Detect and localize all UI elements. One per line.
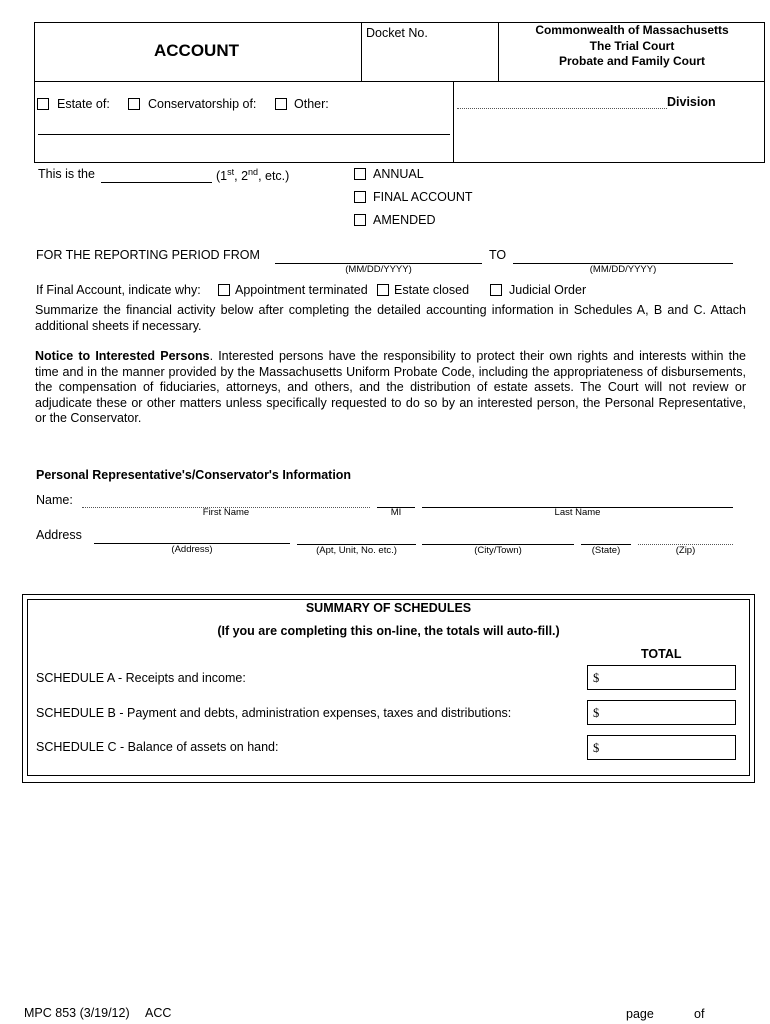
- summary-line-2: additional sheets if necessary.: [35, 318, 202, 333]
- schedule-c-total-field[interactable]: [587, 735, 736, 760]
- division-name-field[interactable]: [457, 108, 667, 109]
- court-name: [499, 23, 765, 70]
- notice-line-2: time and in the manner provided by the Massachusetts Uniform Probate Code, including the appropriateness of disbursements,: [35, 364, 746, 379]
- period-to-label: TO: [489, 248, 507, 262]
- ordinal-hint: [216, 167, 289, 183]
- amended-label: AMENDED: [373, 213, 436, 227]
- division-label: Division: [667, 95, 716, 109]
- court-line-2: The Trial Court: [589, 38, 675, 53]
- form-code: ACC: [145, 1006, 172, 1020]
- estate-label: Estate of:: [57, 97, 110, 111]
- final-reason-label: If Final Account, indicate why:: [36, 283, 201, 297]
- of-label: of: [694, 1007, 705, 1021]
- annual-label: ANNUAL: [373, 167, 424, 181]
- zip-hint: (Zip): [675, 545, 696, 556]
- schedule-b-label: SCHEDULE B - Payment and debts, administration expenses, taxes and distributions:: [36, 706, 512, 720]
- ordinal-hint-mid: , 2: [234, 169, 249, 184]
- case-name-field[interactable]: [38, 134, 450, 135]
- address-hint: (Address): [171, 544, 213, 555]
- docket-label: Docket No.: [366, 26, 428, 40]
- summary-instructions: [35, 303, 746, 334]
- address-label: Address: [36, 528, 82, 542]
- docket-left-divider: [361, 22, 362, 81]
- city-hint: (City/Town): [474, 545, 522, 556]
- docket-number-field[interactable]: [366, 44, 494, 76]
- estate-checkbox[interactable]: [37, 98, 49, 110]
- schedule-b-total-field[interactable]: [587, 700, 736, 725]
- notice-line-1-rest: . Interested persons have the responsibility to protect their own rights and interests within the: [209, 349, 746, 363]
- appointment-terminated-label: Appointment terminated: [235, 283, 368, 297]
- schedule-c-label: SCHEDULE C - Balance of assets on hand:: [36, 740, 279, 754]
- annual-checkbox[interactable]: [354, 168, 366, 180]
- this-is-the-label: This is the: [38, 167, 95, 181]
- other-checkbox[interactable]: [275, 98, 287, 110]
- appointment-terminated-checkbox[interactable]: [218, 284, 230, 296]
- total-header: TOTAL: [641, 647, 682, 661]
- page-label: page: [626, 1007, 654, 1021]
- ordinal-hint-post: , etc.): [258, 169, 290, 184]
- schedule-a-currency: $: [593, 671, 600, 685]
- schedule-a-total-field[interactable]: [587, 665, 736, 690]
- schedule-c-currency: $: [593, 741, 600, 755]
- other-label: Other:: [294, 97, 329, 111]
- rep-info-title: Personal Representative's/Conservator's Information: [36, 468, 352, 482]
- notice-title: Notice to Interested Persons: [35, 349, 210, 363]
- ordinal-hint-pre: (1: [216, 169, 228, 184]
- state-hint: (State): [591, 545, 621, 556]
- header-divider: [34, 81, 765, 82]
- account-ordinal-field[interactable]: [101, 182, 212, 183]
- summary-subtitle: (If you are completing this on-line, the totals will auto-fill.): [217, 624, 560, 638]
- notice-line-4: adjudicate these or other matters unless specifically requested to do so by an interested person, the Personal Representative,: [35, 395, 746, 410]
- name-label: Name:: [36, 493, 73, 507]
- estate-closed-label: Estate closed: [394, 283, 470, 297]
- conservatorship-label: Conservatorship of:: [148, 97, 257, 111]
- estate-closed-checkbox[interactable]: [377, 284, 389, 296]
- period-from-hint: (MM/DD/YYYY): [345, 264, 412, 275]
- schedule-b-currency: $: [593, 706, 600, 720]
- middle-initial-hint: MI: [390, 507, 402, 518]
- final-account-label: FINAL ACCOUNT: [373, 190, 473, 204]
- division-left-divider: [453, 81, 454, 163]
- court-line-1: Commonwealth of Massachusetts: [535, 23, 729, 37]
- summary-line-1: Summarize the financial activity below after completing the detailed accounting information in Schedules A, B and C. Attach: [35, 303, 746, 317]
- ordinal-hint-nd: nd: [248, 167, 259, 177]
- notice-line-1: [35, 349, 746, 365]
- ordinal-hint-st: st: [227, 167, 235, 177]
- amended-checkbox[interactable]: [354, 214, 366, 226]
- schedule-a-label: SCHEDULE A - Receipts and income:: [36, 671, 246, 685]
- period-to-hint: (MM/DD/YYYY): [589, 264, 657, 275]
- summary-title: SUMMARY OF SCHEDULES: [305, 601, 472, 615]
- page-title: ACCOUNT: [154, 41, 239, 60]
- conservatorship-checkbox[interactable]: [128, 98, 140, 110]
- notice-to-interested-persons: [35, 349, 746, 427]
- notice-line-5: or the Conservator.: [35, 411, 142, 425]
- judicial-order-checkbox[interactable]: [490, 284, 502, 296]
- reporting-period-label: FOR THE REPORTING PERIOD FROM: [36, 248, 260, 262]
- notice-line-3: the compensation of fiduciaries, attorneys, and others, and the distribution of estate assets. The Court will not review or: [35, 380, 746, 394]
- apt-hint: (Apt, Unit, No. etc.): [316, 545, 397, 556]
- form-id: MPC 853 (3/19/12): [24, 1006, 130, 1020]
- first-name-hint: First Name: [202, 507, 250, 518]
- court-line-3: Probate and Family Court: [558, 54, 706, 68]
- final-account-checkbox[interactable]: [354, 191, 366, 203]
- last-name-hint: Last Name: [554, 507, 601, 518]
- judicial-order-label: Judicial Order: [509, 283, 587, 297]
